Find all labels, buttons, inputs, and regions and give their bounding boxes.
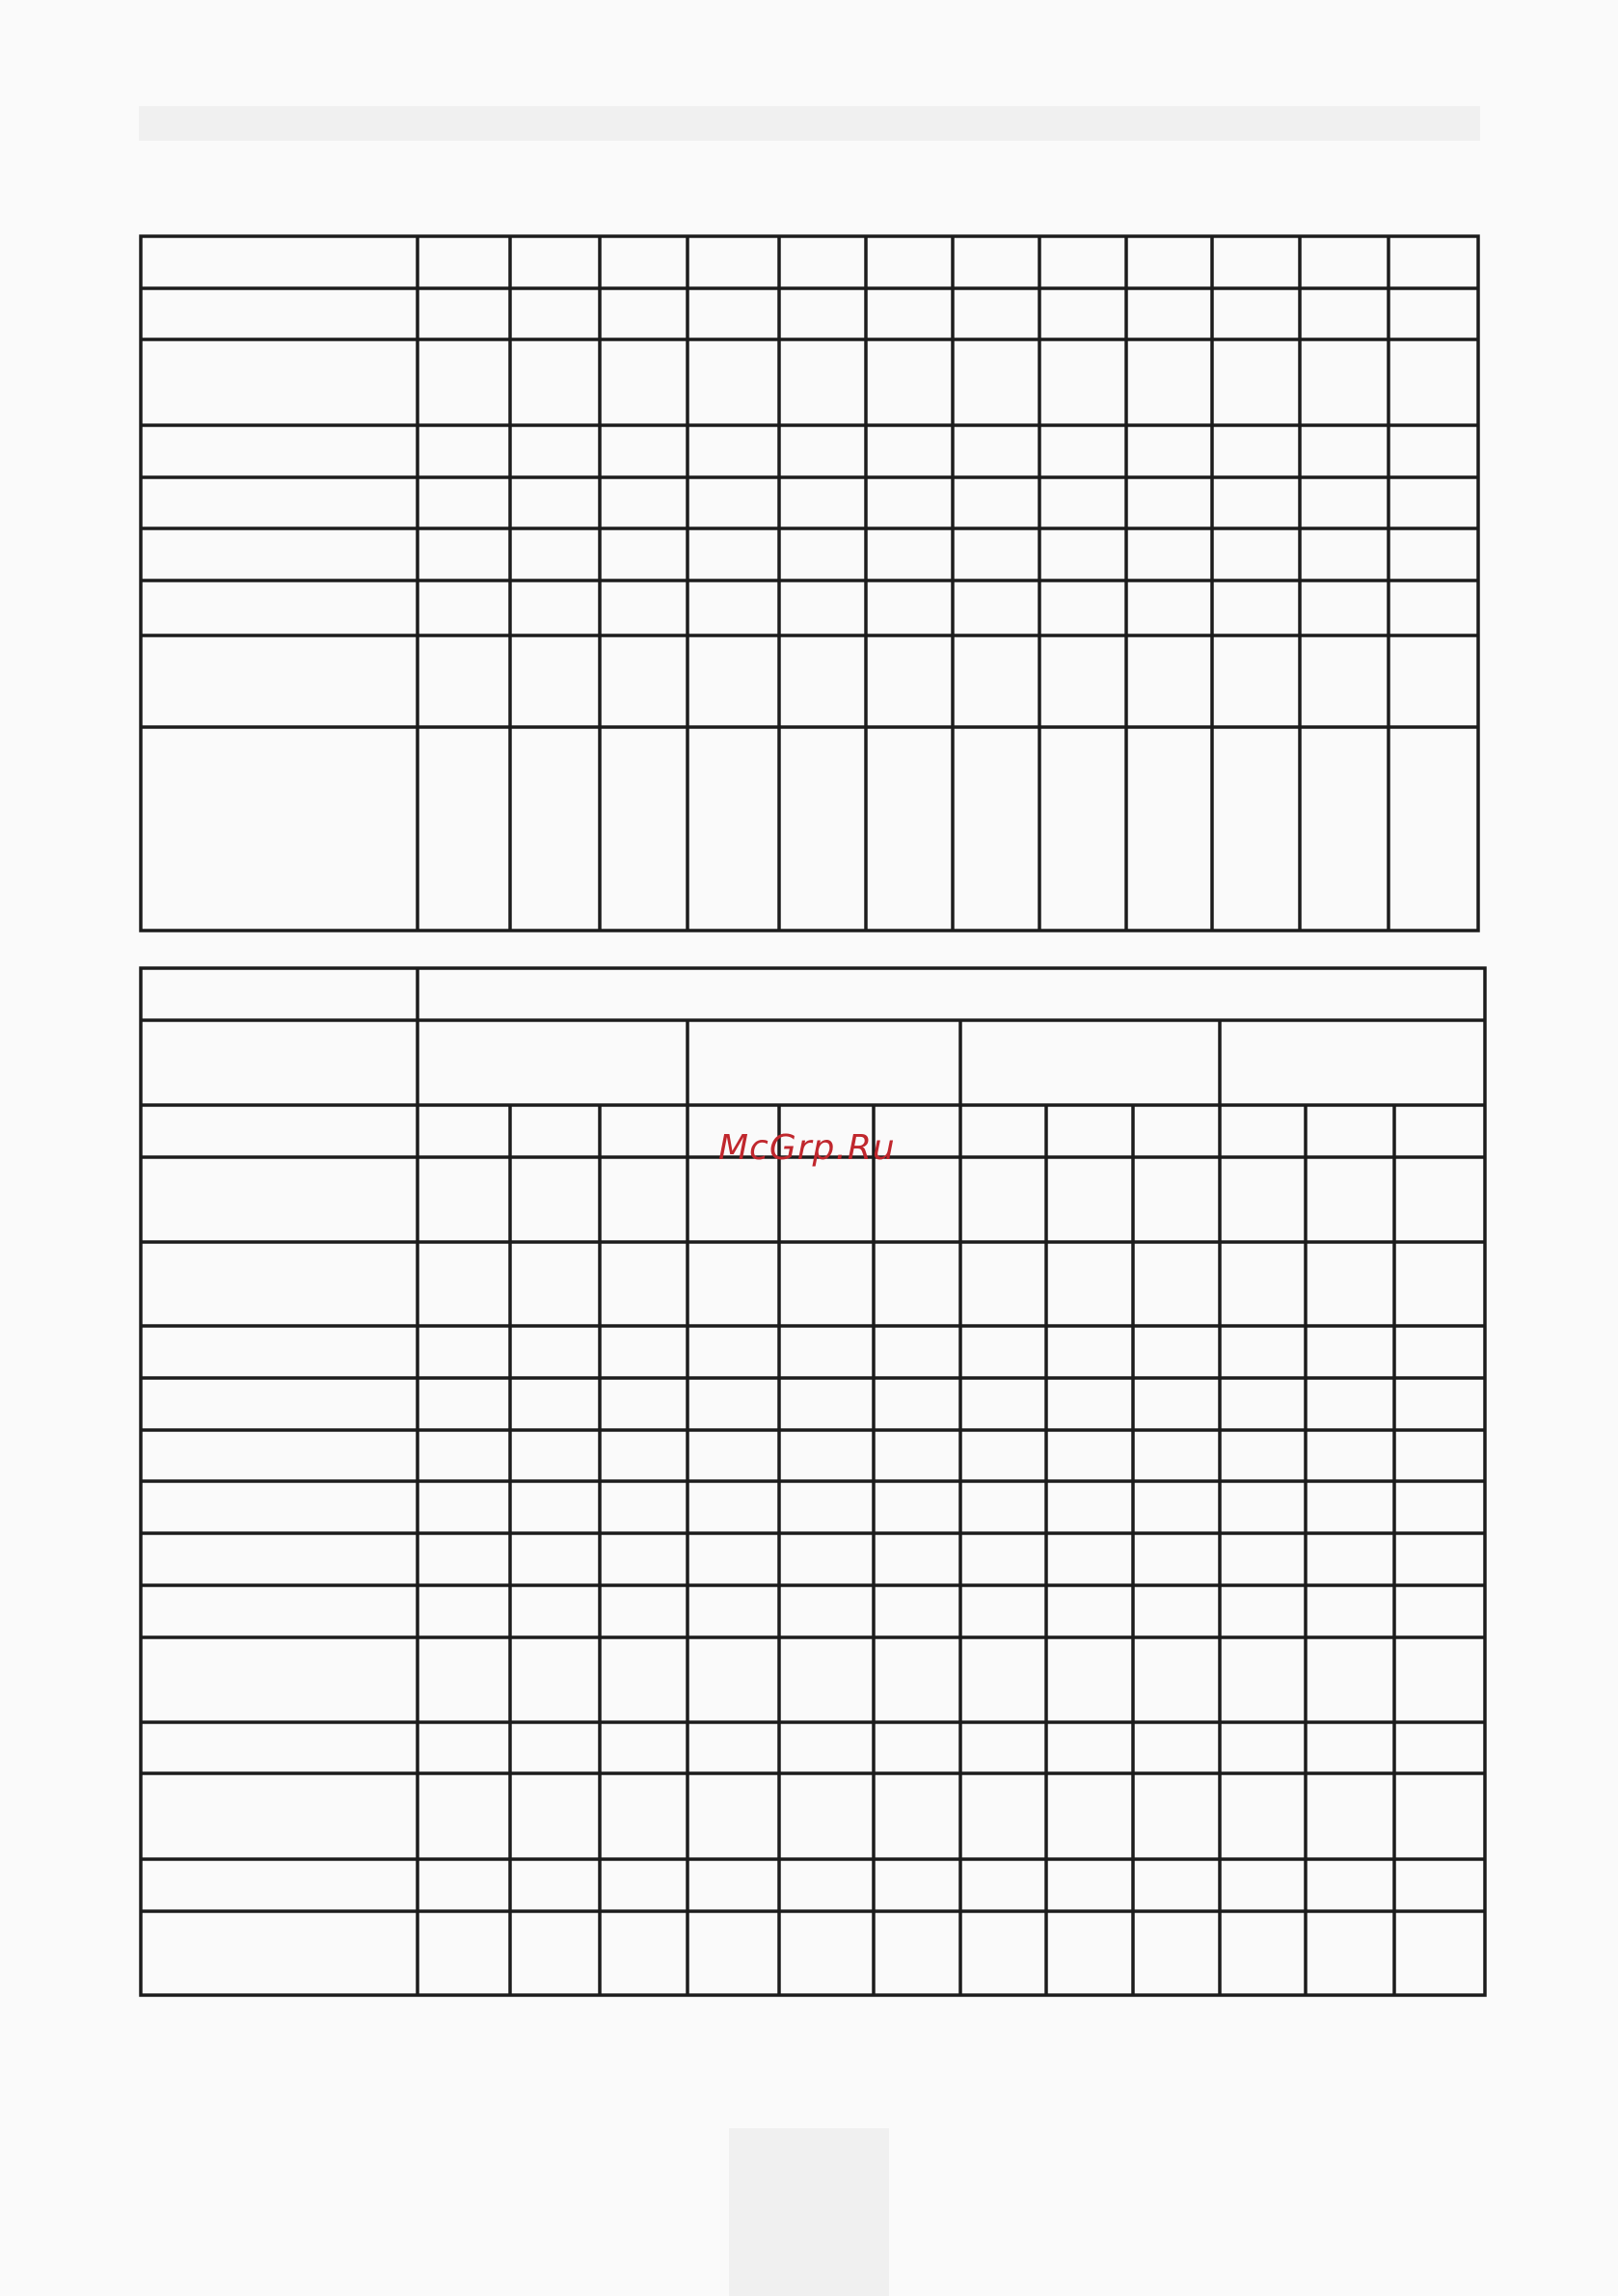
table-2 xyxy=(141,968,1485,1995)
watermark-text: McGrp.Ru xyxy=(718,1128,896,1168)
table-1 xyxy=(141,236,1478,931)
footer-block xyxy=(729,2128,889,2296)
